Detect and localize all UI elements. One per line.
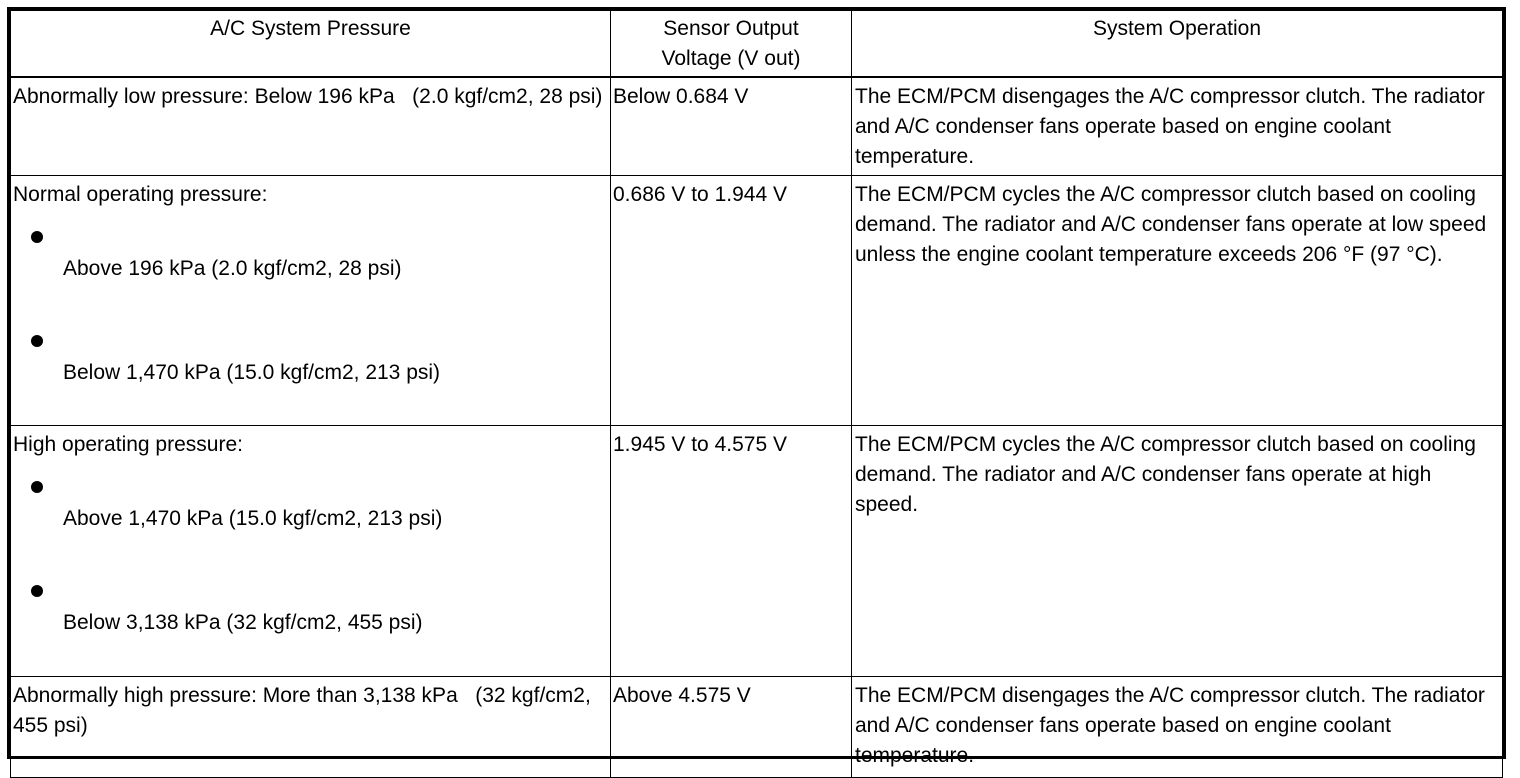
bullet-icon bbox=[31, 481, 43, 493]
list-item bbox=[13, 564, 606, 644]
table-row bbox=[11, 426, 1503, 677]
pressure-cell bbox=[11, 426, 611, 677]
pressure-heading: High operating pressure: bbox=[13, 433, 243, 456]
list-item-text: Above 1,470 kPa (15.0 kgf/cm2, 213 psi) bbox=[63, 507, 443, 530]
bullet-icon bbox=[31, 231, 43, 243]
header-operation: System Operation bbox=[852, 11, 1503, 78]
pressure-table-grid bbox=[10, 10, 1503, 778]
operation-cell: The ECM/PCM cycles the A/C compressor clutch based on cooling demand. The radiator and A/C condenser fans operate at high speed. bbox=[852, 426, 1503, 677]
pressure-cell: Abnormally high pressure: More than 3,138 kPa (32 kgf/cm2, 455 psi) bbox=[11, 677, 611, 778]
header-pressure: A/C System Pressure bbox=[11, 11, 611, 78]
list-item-text: Above 196 kPa (2.0 kgf/cm2, 28 psi) bbox=[63, 257, 402, 280]
list-item-text: Below 1,470 kPa (15.0 kgf/cm2, 213 psi) bbox=[63, 361, 441, 384]
operation-cell: The ECM/PCM disengages the A/C compressor clutch. The radiator and A/C condenser fans operate based on engine coolant temperature. bbox=[852, 677, 1503, 778]
voltage-cell: Above 4.575 V bbox=[611, 677, 852, 778]
voltage-cell: 0.686 V to 1.944 V bbox=[611, 176, 852, 426]
operation-cell: The ECM/PCM cycles the A/C compressor clutch based on cooling demand. The radiator and A/C condenser fans operate at low speed unless the engine coolant temperature exceeds 206 °F (97 °C). bbox=[852, 176, 1503, 426]
bullet-icon bbox=[31, 335, 43, 347]
list-item bbox=[13, 210, 606, 314]
table-row bbox=[11, 77, 1503, 176]
operation-cell: The ECM/PCM disengages the A/C compressor clutch. The radiator and A/C condenser fans operate based on engine coolant temperature. bbox=[852, 77, 1503, 176]
pressure-heading: Normal operating pressure: bbox=[13, 183, 268, 206]
pressure-table bbox=[7, 7, 1506, 767]
voltage-cell: Below 0.684 V bbox=[611, 77, 852, 176]
list-item-text: Below 3,138 kPa (32 kgf/cm2, 455 psi) bbox=[63, 611, 423, 634]
voltage-cell: 1.945 V to 4.575 V bbox=[611, 426, 852, 677]
table-header-row bbox=[11, 11, 1503, 78]
header-voltage: Sensor Output Voltage (V out) bbox=[611, 11, 852, 78]
table-row bbox=[11, 677, 1503, 778]
bullet-icon bbox=[31, 585, 43, 597]
pressure-cell bbox=[11, 176, 611, 426]
table-row bbox=[11, 176, 1503, 426]
list-item bbox=[13, 314, 606, 394]
list-item bbox=[13, 460, 606, 564]
pressure-cell: Abnormally low pressure: Below 196 kPa (2.0 kgf/cm2, 28 psi) bbox=[11, 77, 611, 176]
